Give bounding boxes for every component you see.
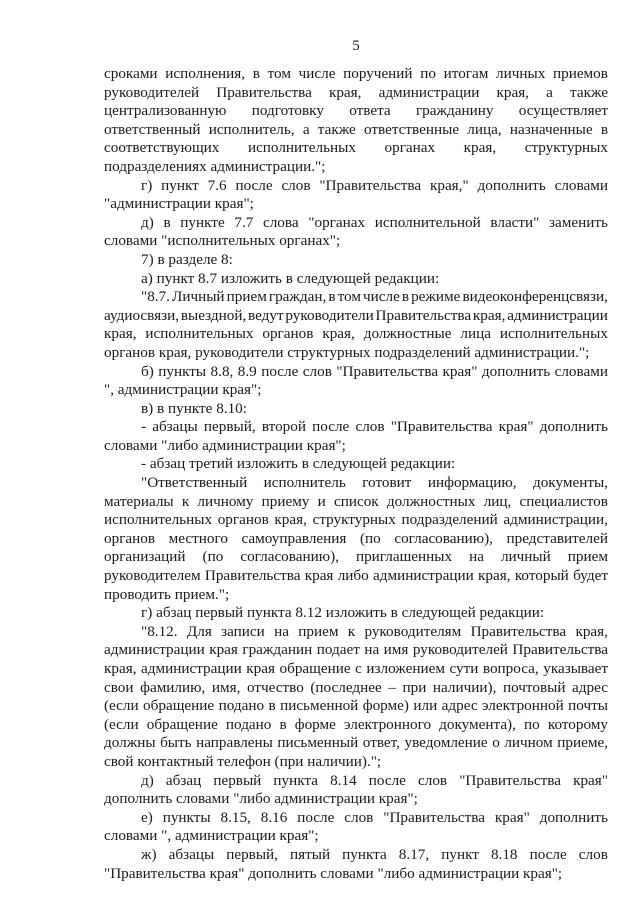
text-line: руководителем Правительства края либо администрации края, который будет xyxy=(104,567,608,585)
text-line: должны быть направлены письменный ответ, уведомление о личном приеме, xyxy=(104,734,608,752)
text-line: е) пункты 8.15, 8.16 после слов "Правительства края" дополнить xyxy=(141,808,608,826)
text-line: - абзац третий изложить в следующей редакции: xyxy=(141,455,456,473)
text-line: "8.7. Личный прием граждан, в том числе в режиме видеоконференцсвязи, xyxy=(141,288,608,306)
text-line: аудиосвязи, выездной, ведут руководители Правительства края, администрации xyxy=(104,306,608,324)
text-line: края, администрации края обращение с изложением сути вопроса, указывает xyxy=(104,660,608,677)
text-line: дополнить словами "либо администрации края"; xyxy=(104,790,418,808)
text-line: сроками исполнения, в том числе поручений по итогам личных приемов xyxy=(104,65,608,82)
text-line: соответствующих исполнительных органах края, структурных xyxy=(104,139,608,157)
text-line: словами "либо администрации края"; xyxy=(104,436,346,454)
text-line: словами ", администрации края"; xyxy=(104,827,319,845)
text-line: ответственный исполнитель, а также ответственные лица, назначенные в xyxy=(104,120,608,138)
text-line: органов местного самоуправления (по согласованию), представителей xyxy=(104,529,608,547)
text-line: края, исполнительных органов края, должностные лица исполнительных xyxy=(104,325,608,343)
text-line: материалы к личному приему и список должностных лиц, специалистов xyxy=(104,492,608,510)
text-line: свои фамилию, имя, отчество (последнее – при наличии), почтовый адрес xyxy=(104,678,608,696)
text-line: свой контактный телефон (при наличии)."; xyxy=(104,752,382,770)
text-line: б) пункты 8.8, 8.9 после слов "Правительства края" дополнить словами xyxy=(141,362,608,380)
text-line: д) в пункте 7.7 слова "органах исполнительной власти" заменить xyxy=(141,213,608,231)
text-line: (если обращение подано в форме электронного документа), по которому xyxy=(104,715,608,733)
text-line: - абзацы первый, второй после слов "Правительства края" дополнить xyxy=(141,418,608,436)
text-line: органов края, руководители структурных подразделений администрации."; xyxy=(104,343,590,361)
text-line: исполнительных органов края, структурных подразделений администрации, xyxy=(104,511,608,529)
text-line: в) в пункте 8.10: xyxy=(141,399,247,417)
text-line: 7) в разделе 8: xyxy=(141,250,233,268)
text-line: "администрации края"; xyxy=(104,195,254,213)
text-line: словами "исполнительных органах"; xyxy=(104,232,341,250)
text-line: проводить прием."; xyxy=(104,585,230,603)
text-line: а) пункт 8.7 изложить в следующей редакции: xyxy=(141,269,440,287)
text-line: г) пункт 7.6 после слов "Правительства края," дополнить словами xyxy=(141,176,608,194)
text-line: руководителей Правительства края, администрации края, а также xyxy=(104,83,608,101)
text-line: д) абзац первый пункта 8.14 после слов "Правительства края" xyxy=(141,771,608,789)
text-line: "8.12. Для записи на прием к руководителям Правительства края, xyxy=(141,622,608,640)
text-line: ж) абзацы первый, пятый пункта 8.17, пункт 8.18 после слов xyxy=(141,845,608,863)
text-line: г) абзац первый пункта 8.12 изложить в следующей редакции: xyxy=(141,604,545,622)
page-number: 5 xyxy=(352,38,360,54)
text-line: централизованную подготовку ответа гражданину осуществляет xyxy=(104,102,608,120)
text-line: организаций (по согласованию), приглашенных на личный прием xyxy=(104,548,608,566)
text-line: "Ответственный исполнитель готовит информацию, документы, xyxy=(141,474,608,492)
document-body xyxy=(104,65,608,883)
text-line: администрации края гражданин подает на имя руководителей Правительства xyxy=(104,641,608,659)
text-line: ", администрации края"; xyxy=(104,381,262,399)
text-line: "Правительства края" дополнить словами "либо администрации края"; xyxy=(104,864,563,882)
text-line: (если обращение подано в письменной форме) или адрес электронной почты xyxy=(104,697,608,715)
text-line: подразделениях администрации."; xyxy=(104,157,326,175)
